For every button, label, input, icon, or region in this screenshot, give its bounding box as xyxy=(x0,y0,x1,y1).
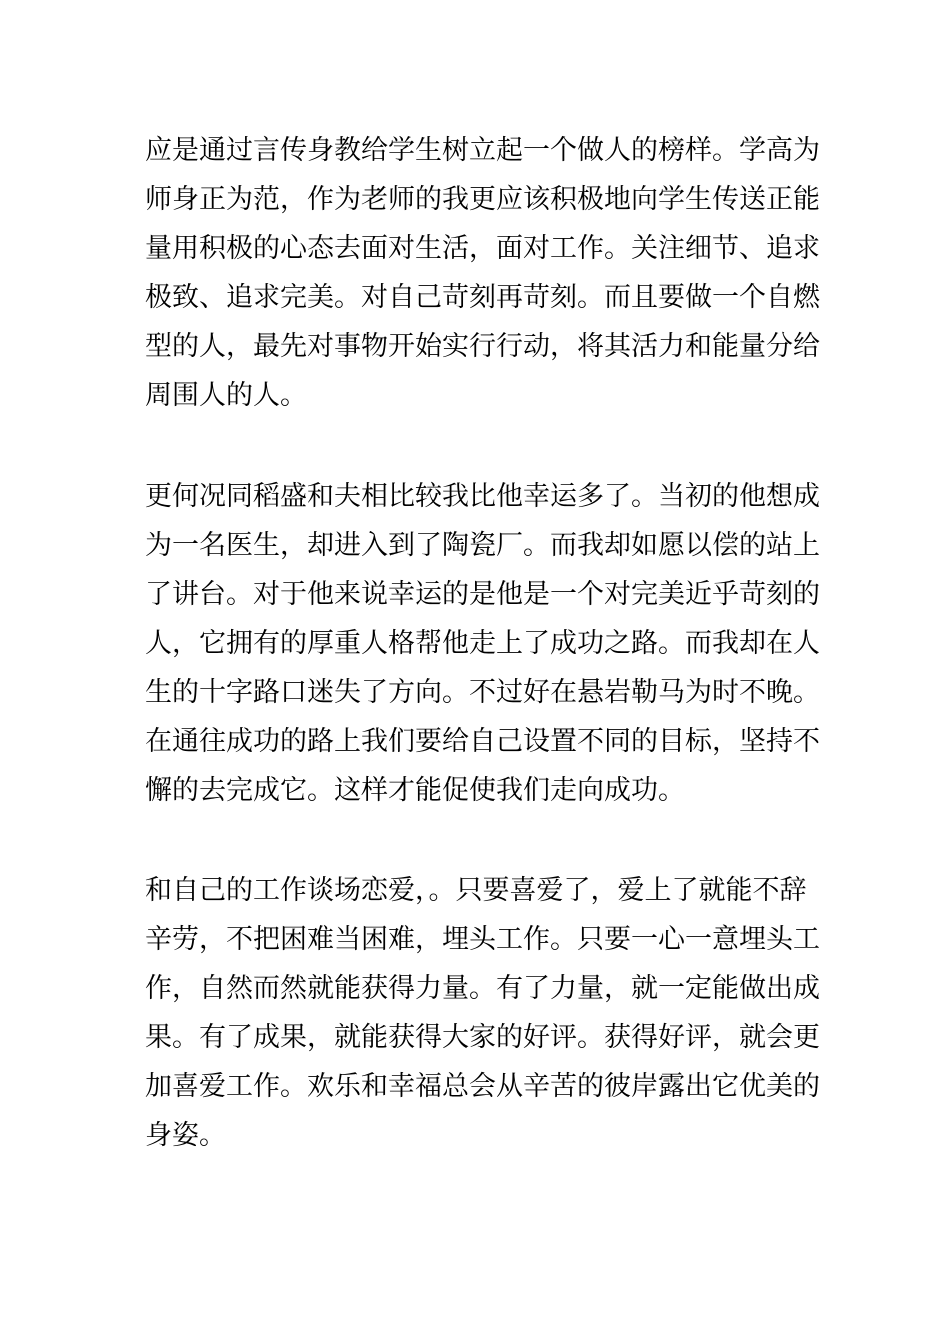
text-line: 作，自然而然就能获得力量。有了力量，就一定能做出成 xyxy=(145,973,820,1004)
paragraph-3 xyxy=(145,866,820,1160)
text-line: 辛劳，不把困难当困难，埋头工作。只要一心一意埋头工 xyxy=(145,924,820,955)
text-line: 更何况同稻盛和夫相比较我比他幸运多了。当初的他想成 xyxy=(145,481,820,512)
text-line: 人，它拥有的厚重人格帮他走上了成功之路。而我却在人 xyxy=(145,628,820,659)
text-line: 周围人的人。 xyxy=(145,380,307,411)
text-line: 生的十字路口迷失了方向。不过好在悬岩勒马为时不晚。 xyxy=(145,677,820,708)
text-line: 身姿。 xyxy=(145,1120,226,1151)
text-line: 和自己的工作谈场恋爱，。只要喜爱了，爱上了就能不辞 xyxy=(145,875,807,906)
paragraph-2 xyxy=(145,472,820,815)
text-line: 量用积极的心态去面对生活，面对工作。关注细节、追求 xyxy=(145,233,820,264)
text-line: 果。有了成果，就能获得大家的好评。获得好评，就会更 xyxy=(145,1022,820,1053)
text-line: 应是通过言传身教给学生树立起一个做人的榜样。学高为 xyxy=(145,135,820,166)
text-line: 了讲台。对于他来说幸运的是他是一个对完美近乎苛刻的 xyxy=(145,579,820,610)
text-line: 在通往成功的路上我们要给自己设置不同的目标，坚持不 xyxy=(145,726,820,757)
text-line: 型的人，最先对事物开始实行行动，将其活力和能量分给 xyxy=(145,331,820,362)
text-line: 加喜爱工作。欢乐和幸福总会从辛苦的彼岸露出它优美的 xyxy=(145,1071,820,1102)
paragraph-1 xyxy=(145,126,820,420)
text-line: 懈的去完成它。这样才能促使我们走向成功。 xyxy=(145,775,685,806)
text-line: 师身正为范，作为老师的我更应该积极地向学生传送正能 xyxy=(145,184,820,215)
text-line: 极致、追求完美。对自己苛刻再苛刻。而且要做一个自燃 xyxy=(145,282,820,313)
text-line: 为一名医生，却进入到了陶瓷厂。而我却如愿以偿的站上 xyxy=(145,530,820,561)
